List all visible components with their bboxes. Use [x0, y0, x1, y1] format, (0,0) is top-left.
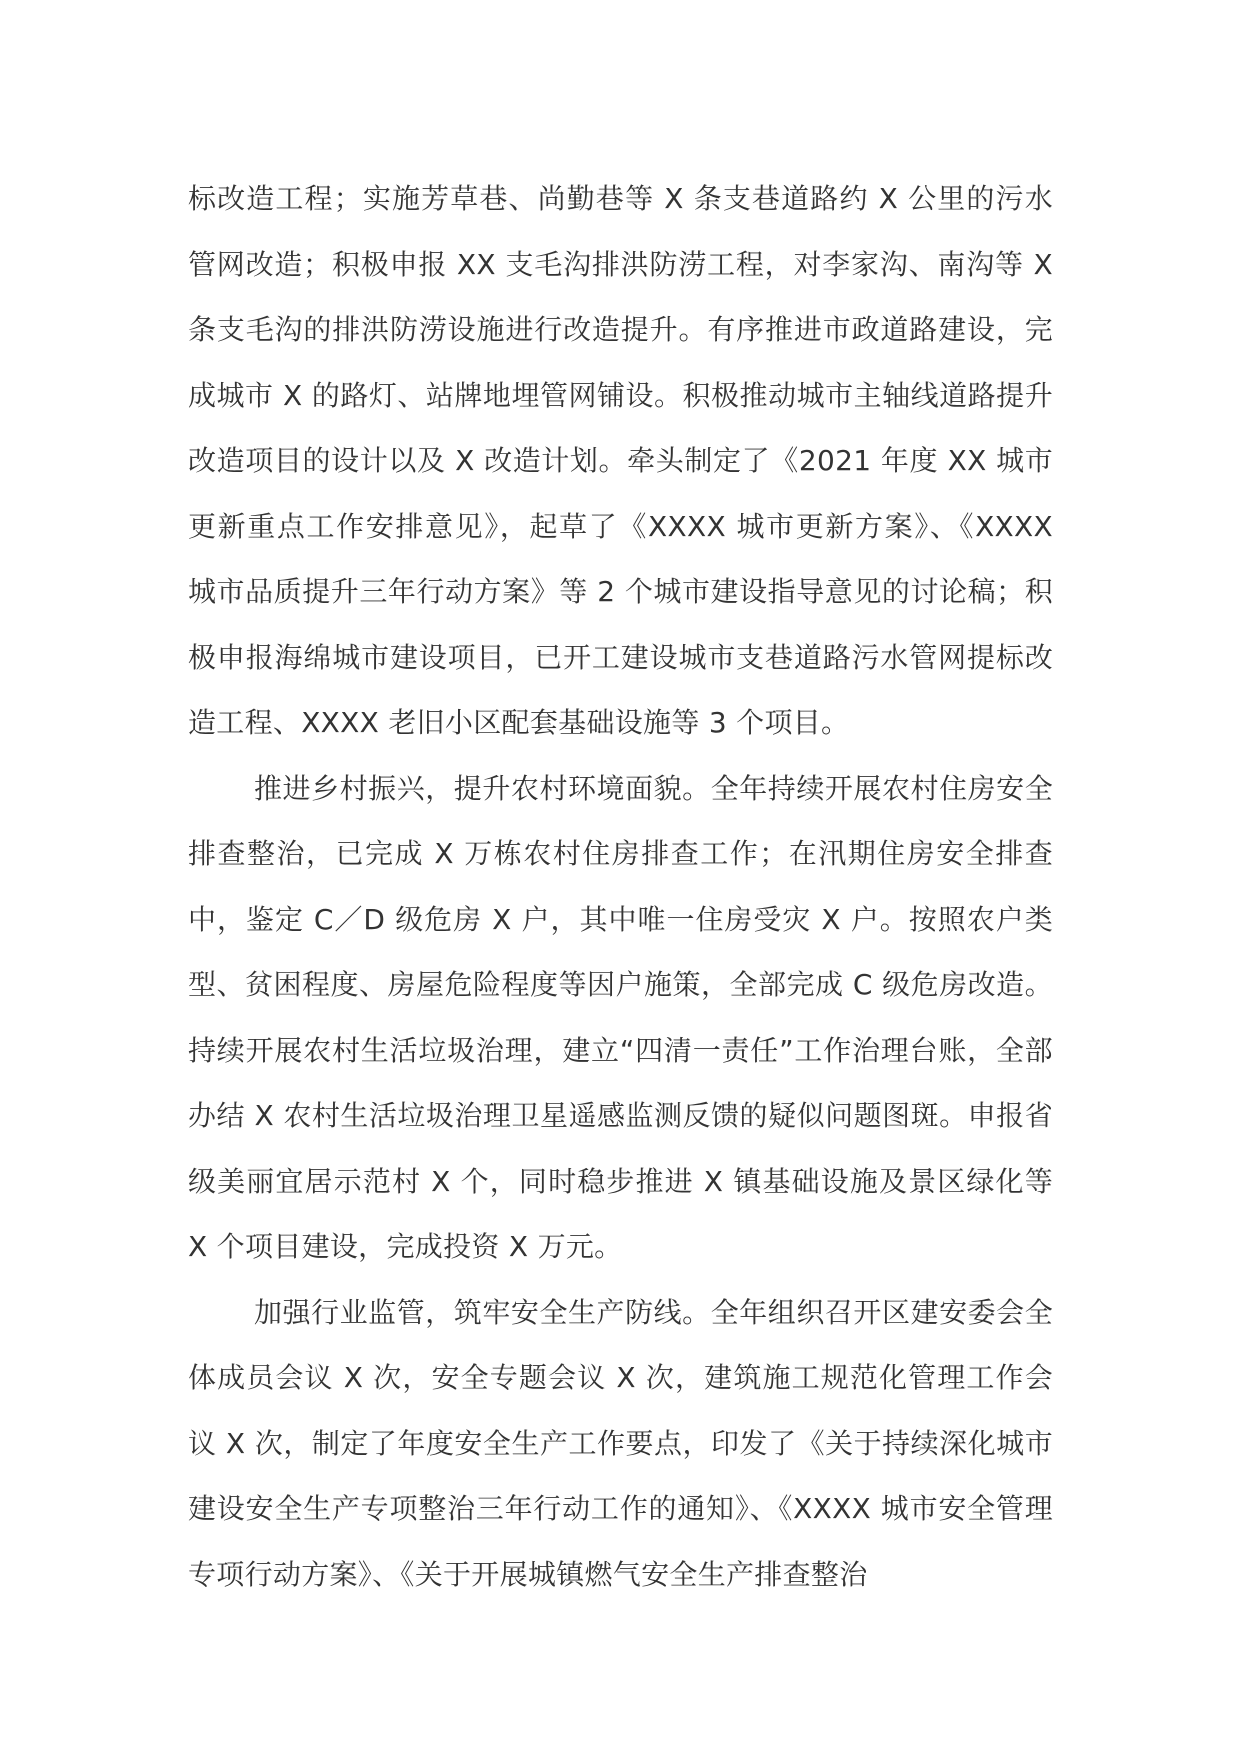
paragraph-urban-construction: 标改造工程；实施芳草巷、尚勤巷等 X 条支巷道路约 X 公里的污水管网改造；积极申报 XX 支毛沟排洪防涝工程，对李家沟、南沟等 X 条支毛沟的排洪防涝设施进行改造提升。有序推进市政道路建设，完成城市 X 的路灯、站牌地埋管网铺设。积极推动城市主轴线道路提升改造项目的设计以及 X 改造计划。牵头制定了《2021 年度 XX 城市更新重点工作安排意见》，起草了《XXXX 城市更新方案》、《XXXX 城市品质提升三年行动方案》等 2 个城市建设指导意见的讨论稿；积极申报海绵城市建设项目，已开工建设城市支巷道路污水管网提标改造工程、XXXX 老旧小区配套基础设施等 3 个项目。: [188, 182, 1053, 739]
document-body: [188, 166, 1053, 1607]
paragraph-safety-supervision: 加强行业监管，筑牢安全生产防线。全年组织召开区建安委会全体成员会议 X 次，安全专题会议 X 次，建筑施工规范化管理工作会议 X 次，制定了年度安全生产工作要点，印发了《关于持续深化城市建设安全生产专项整治三年行动工作的通知》、《XXXX 城市安全管理专项行动方案》、《关于开展城镇燃气安全生产排查整治: [188, 1295, 1053, 1591]
paragraph-rural-revitalization: 推进乡村振兴，提升农村环境面貌。全年持续开展农村住房安全排查整治，已完成 X 万栋农村住房排查工作；在汛期住房安全排查中，鉴定 C／D 级危房 X 户，其中唯一住房受灾 X 户。按照农户类型、贫困程度、房屋危险程度等因户施策，全部完成 C 级危房改造。持续开展农村生活垃圾治理，建立“四清一责任”工作治理台账，全部办结 X 农村生活垃圾治理卫星遥感监测反馈的疑似问题图斑。申报省级美丽宜居示范村 X 个，同时稳步推进 X 镇基础设施及景区绿化等 X 个项目建设，完成投资 X 万元。: [188, 771, 1053, 1263]
